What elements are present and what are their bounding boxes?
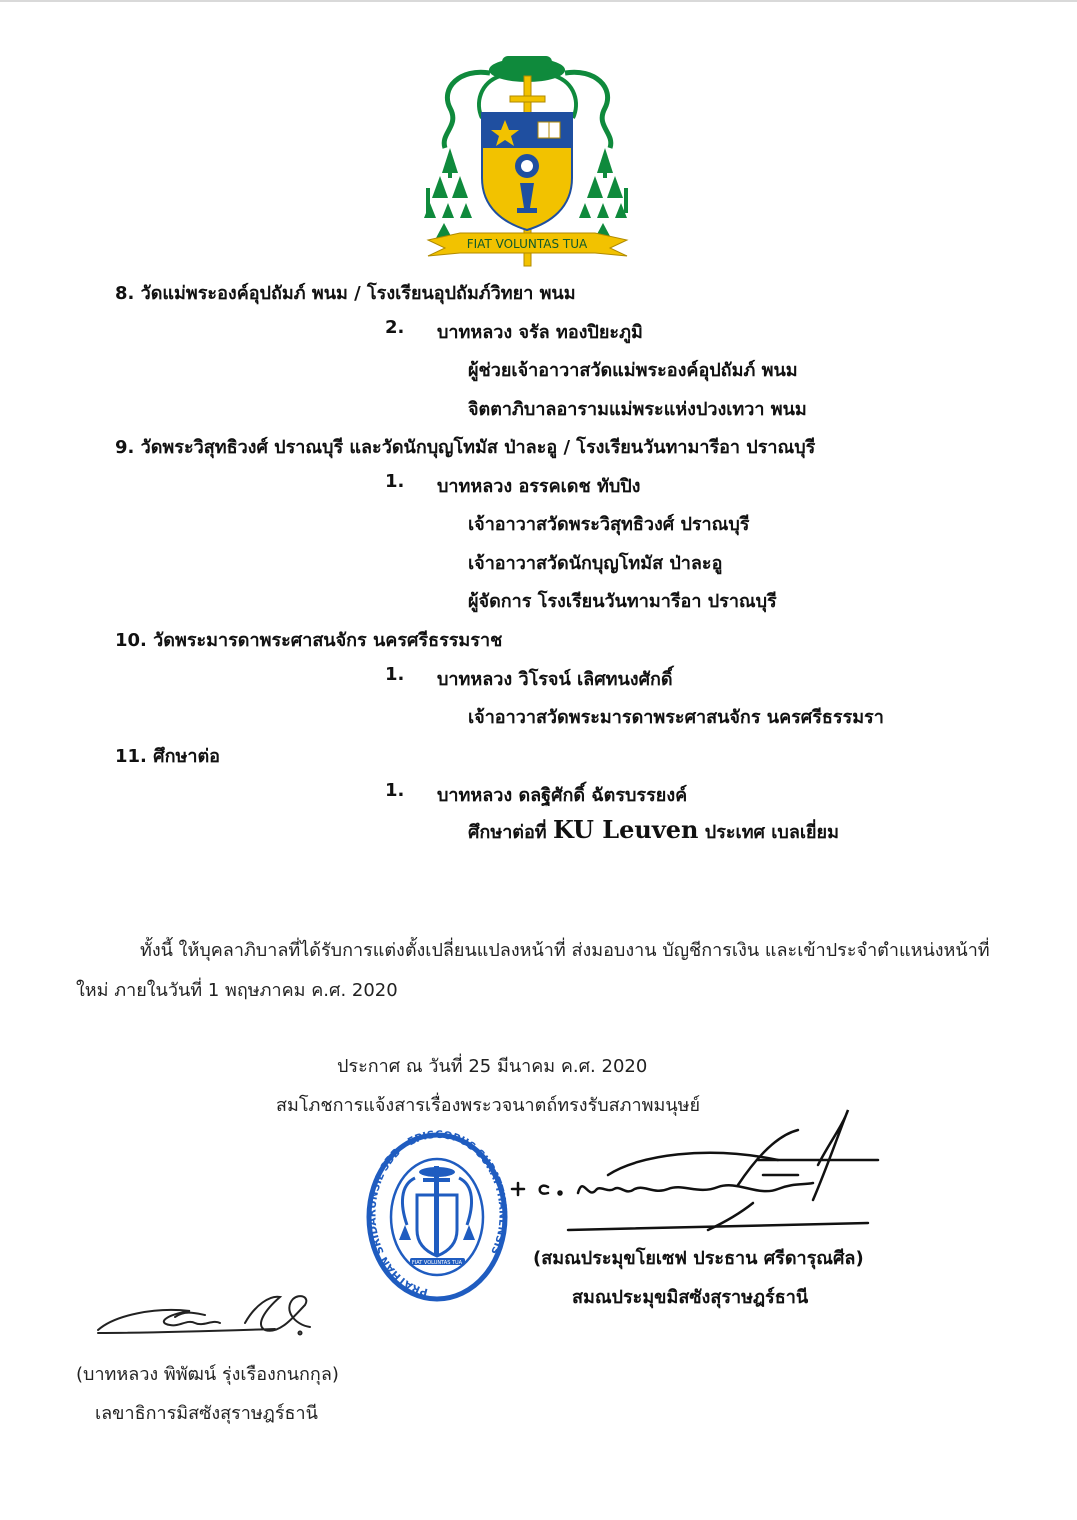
- announcement-date: ประกาศ ณ วันที่ 25 มีนาคม ค.ศ. 2020: [337, 1056, 648, 1077]
- entry-role: จิตตาภิบาลอารามแม่พระแห่งปวงเทวา พนม: [468, 399, 807, 420]
- entry-role: ผู้ช่วยเจ้าอาวาสวัดแม่พระองค์อุปถัมภ์ พนม: [468, 360, 798, 381]
- secretary-signature: [95, 1285, 320, 1345]
- entry-number: 1.: [385, 664, 405, 685]
- study-institution: KU Leuven: [552, 815, 699, 844]
- seal-text: PRATHAN SRIDARUNSIL SDB · EPISCOPUS SURATTHANENSIS: [366, 1128, 509, 1299]
- study-suffix: ประเทศ เบลเยี่ยม: [704, 822, 839, 843]
- seal-motto: FIAT VOLUNTAS TUA: [411, 1260, 463, 1266]
- study-prefix: ศึกษาต่อที่: [468, 822, 547, 843]
- section-heading: 9. วัดพระวิสุทธิวงศ์ ปราณบุรี และวัดนักบุญโทมัส ป่าละอู / โรงเรียนวันทามารีอา ปราณบุรี: [115, 437, 816, 458]
- bishop-signature: [508, 1105, 888, 1240]
- study-line: [468, 815, 839, 846]
- entry-role: ผู้จัดการ โรงเรียนวันทามารีอา ปราณบุรี: [468, 591, 777, 612]
- notice-line-2: ใหม่ ภายในวันที่ 1 พฤษภาคม ค.ศ. 2020: [76, 980, 398, 1001]
- notice-line-1: ทั้งนี้ ให้บุคลาภิบาลที่ได้รับการแต่งตั้งเปลี่ยนแปลงหน้าที่ ส่งมอบงาน บัญชีการเงิน และเข้าประจำตำแหน่งหน้าที่: [140, 940, 990, 961]
- bishop-name: (สมณประมุขโยเซฟ ประธาน ศรีดารุณศีล): [533, 1248, 864, 1269]
- section-heading: 8. วัดแม่พระองค์อุปถัมภ์ พนม / โรงเรียนอุปถัมภ์วิทยา พนม: [115, 283, 576, 304]
- bishop-title: สมณประมุขมิสซังสุราษฎร์ธานี: [572, 1287, 809, 1308]
- entry-name: บาทหลวง จรัล ทองปิยะภูมิ: [437, 322, 643, 343]
- section-heading: 11. ศึกษาต่อ: [115, 746, 220, 767]
- entry-role: เจ้าอาวาสวัดนักบุญโทมัส ป่าละอู: [468, 553, 723, 574]
- announcement-occasion: สมโภชการแจ้งสารเรื่องพระวจนาตถ์ทรงรับสภาพมนุษย์: [276, 1095, 701, 1116]
- secretary-title: เลขาธิการมิสซังสุราษฎร์ธานี: [95, 1403, 318, 1424]
- secretary-name: (บาทหลวง พิพัฒน์ รุ่งเรืองกนกกุล): [76, 1364, 339, 1385]
- page-top-border: [0, 0, 1077, 2]
- entry-number: 2.: [385, 317, 405, 338]
- section-heading: 10. วัดพระมารดาพระศาสนจักร นครศรีธรรมราช: [115, 630, 503, 651]
- entry-role: เจ้าอาวาสวัดพระวิสุทธิวงศ์ ปราณบุรี: [468, 514, 750, 535]
- entry-role: เจ้าอาวาสวัดพระมารดาพระศาสนจักร นครศรีธรรมรา: [468, 707, 884, 728]
- episcopal-seal: [365, 1130, 510, 1305]
- entry-name: บาทหลวง ดลฐิศักดิ์ ฉัตรบรรยงค์: [437, 785, 688, 806]
- entry-name: บาทหลวง อรรคเดช ทับปิง: [437, 476, 641, 497]
- coat-of-arms: [420, 48, 635, 273]
- entry-name: บาทหลวง วิโรจน์ เลิศทนงศักดิ์: [437, 669, 673, 690]
- entry-number: 1.: [385, 780, 405, 801]
- entry-number: 1.: [385, 471, 405, 492]
- motto-text: FIAT VOLUNTAS TUA: [466, 237, 588, 251]
